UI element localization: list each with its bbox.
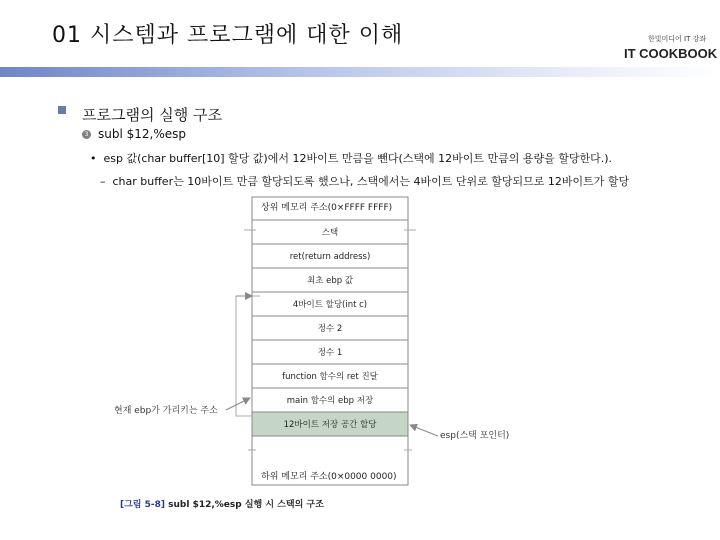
- section-heading: 프로그램의 실행 구조: [82, 106, 222, 124]
- page-title: 01 시스템과 프로그램에 대한 이해: [52, 23, 404, 48]
- figure-number: [그림 5-8]: [120, 500, 166, 510]
- stack-cell-label: 정수 1: [317, 348, 343, 358]
- stack-cell-label: 12바이트 저장 공간 할당: [283, 420, 377, 430]
- dot-bullet-icon: •: [90, 152, 104, 165]
- stack-cell-label: ret(return address): [289, 252, 371, 262]
- subheading: subl $12,%esp: [98, 127, 186, 141]
- bullet-text-content: esp 값(char buffer[10] 할당 값)에서 12바이트 만큼을 뺀다(스택에 12바이트 만큼의 용량을 할당한다.).: [103, 152, 613, 165]
- bottom-memory-label: 하위 메모리 주소(0×0000 0000): [261, 472, 397, 482]
- stack-cell-label: 스택: [321, 228, 339, 238]
- dash-text-content: char buffer는 10바이트 만큼 할당되도록 했으나, 스택에서는 4바이트 단위로 할당되므로 12바이트가 할당: [112, 175, 630, 188]
- stack-cell-label: 4바이트 할당(int c): [292, 300, 368, 310]
- esp-pointer-arrow: [410, 425, 438, 436]
- ebp-pointer-arrow: [226, 398, 250, 410]
- ebp-annotation: 현재 ebp가 가리키는 주소: [114, 406, 218, 416]
- logo-tagline: 한빛미디어 IT 강좌: [648, 35, 707, 43]
- stack-cell-label: 최초 ebp 값: [306, 276, 354, 286]
- stack-cell-label: 정수 2: [317, 324, 343, 334]
- dash-bullet-icon: –: [100, 175, 113, 188]
- stack-cells: [252, 220, 408, 436]
- stack-cell-label: main 함수의 ebp 저장: [286, 396, 374, 406]
- figure-caption-text: subl $12,%esp 실행 시 스택의 구조: [165, 500, 324, 510]
- logo-brand: IT COOKBOOK: [624, 46, 718, 61]
- top-memory-label: 상위 메모리 주소(0×FFFF FFFF): [261, 203, 393, 213]
- esp-annotation: esp(스택 포인터): [440, 431, 510, 441]
- figure-caption: [120, 497, 324, 510]
- circled-number-icon: 3: [82, 130, 91, 139]
- stack-cell-label: function 함수의 ret 진달: [282, 372, 378, 382]
